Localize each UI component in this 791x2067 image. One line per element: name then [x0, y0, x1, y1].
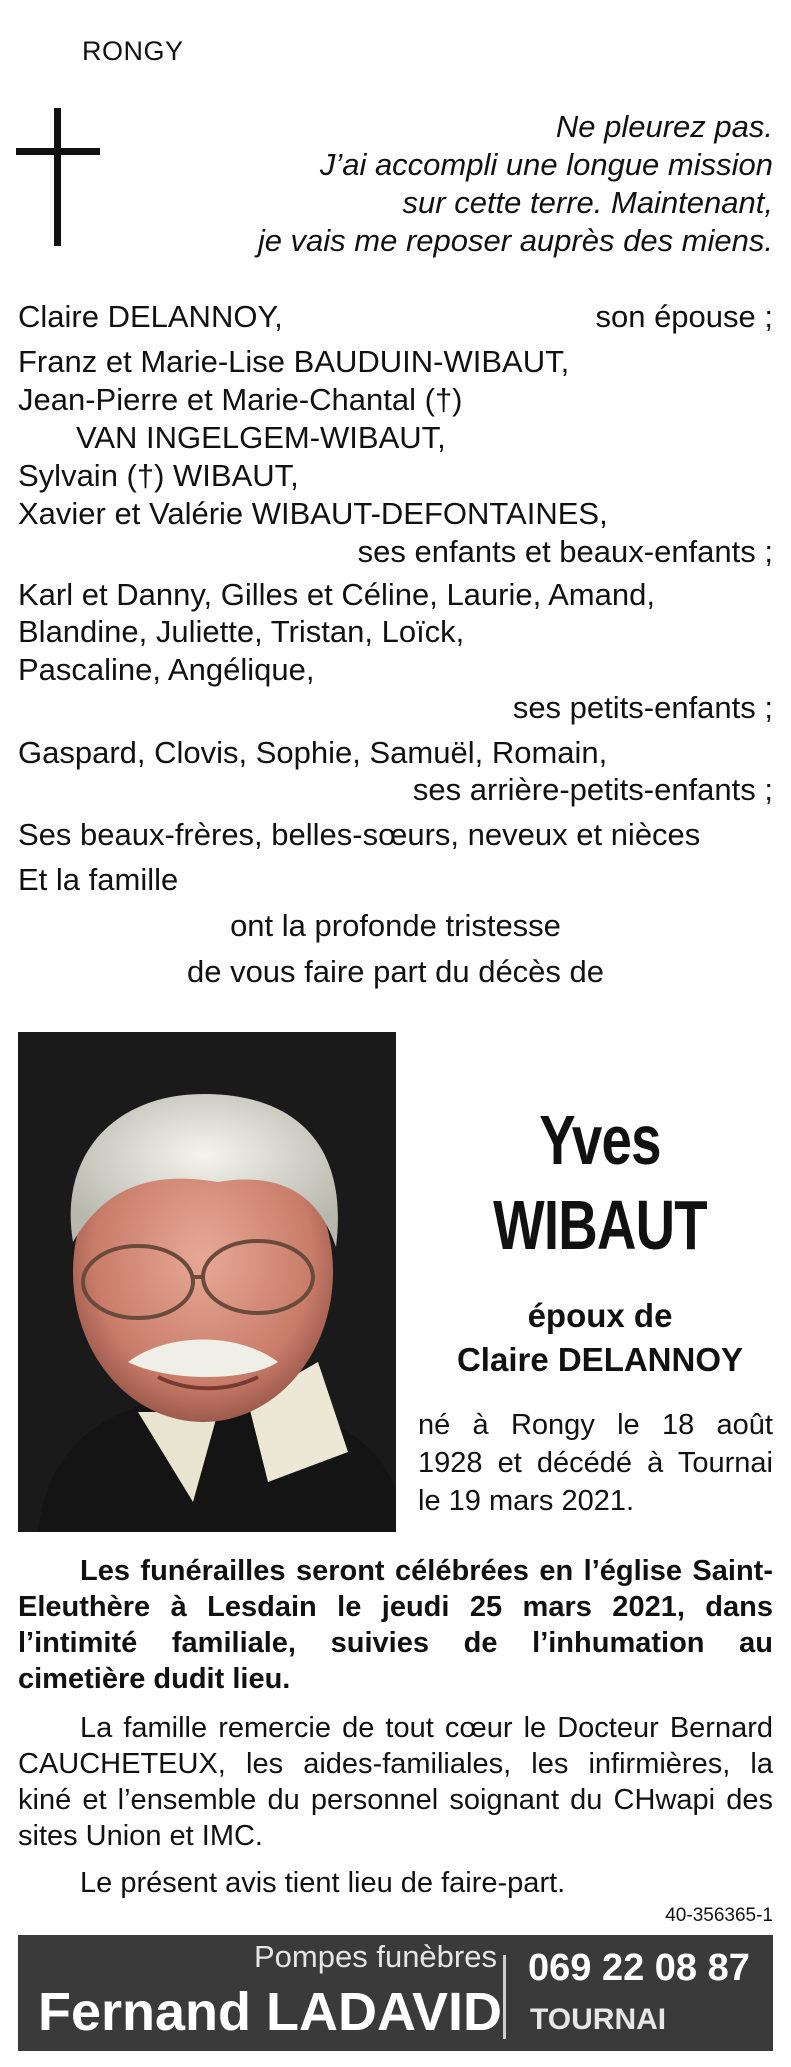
notice-paragraph	[18, 1865, 773, 1901]
quote-line: je vais me reposer auprès des miens.	[257, 223, 773, 258]
deceased-spouse-name: Claire DELANNOY	[456, 1341, 744, 1378]
cross-icon	[54, 108, 61, 246]
quote-line: sur cette terre. Maintenant,	[402, 185, 773, 220]
funeral-text: Les funérailles seront célébrées en l’église Saint-Eleuthère à Lesdain le jeudi 25 mars 2021, dans l’intimité familiale, suivies de l’inhumation au cimetière dudit lieu.	[18, 1555, 773, 1695]
birth-death-text: né à Rongy le 18 août 1928 et décédé à Tournai le 19 mars 2021.	[418, 1409, 773, 1517]
thanks-text: La famille remercie de tout cœur le Docteur Bernard CAUCHETEUX, les aides-familiales, les infirmières, la kiné et l’ensemble du personnel soignant du CHwapi des sites Union et IMC.	[18, 1712, 773, 1852]
children-role: ses enfants et beaux-enfants ;	[357, 534, 773, 569]
quote-line: Ne pleurez pas.	[555, 109, 773, 144]
funeral-home-phone: 069 22 08 87	[528, 1947, 750, 1989]
spouse-name: Claire DELANNOY,	[18, 299, 283, 334]
banner-divider	[503, 1955, 506, 2039]
great-grandchildren: Gaspard, Clovis, Sophie, Samuël, Romain,	[18, 735, 608, 770]
announcement-line: ont la profonde tristesse	[230, 908, 561, 943]
funeral-home-city: TOURNAI	[530, 2003, 667, 2036]
deceased-photo	[18, 1032, 396, 1532]
child-line: Sylvain (†) WIBAUT,	[18, 458, 299, 493]
great-grandchildren-role: ses arrière-petits-enfants ;	[412, 772, 773, 807]
thanks-paragraph	[18, 1710, 773, 1854]
town-heading: RONGY	[82, 36, 184, 66]
child-line: VAN INGELGEM-WIBAUT,	[76, 420, 446, 455]
reference-number: 40-356365-1	[665, 1905, 773, 1926]
funeral-details	[18, 1553, 773, 1697]
family-line: Et la famille	[18, 862, 179, 897]
grandchild-line: Karl et Danny, Gilles et Céline, Laurie, Amand,	[18, 577, 655, 612]
child-line: Franz et Marie-Lise BAUDUIN-WIBAUT,	[18, 344, 570, 379]
quote-line: J’ai accompli une longue mission	[319, 147, 773, 182]
grandchildren-role: ses petits-enfants ;	[512, 690, 773, 725]
notice-text: Le présent avis tient lieu de faire-part.	[80, 1867, 566, 1899]
spouse-label: époux de	[527, 1297, 673, 1334]
spouse-role: son épouse ;	[595, 299, 773, 334]
deceased-first-name: Yves	[539, 1101, 661, 1179]
funeral-home-name: Fernand LADAVID	[38, 1982, 503, 2042]
deceased-last-name: WIBAUT	[493, 1186, 707, 1264]
funeral-home-label: Pompes funèbres	[254, 1939, 497, 1974]
child-line: Jean-Pierre et Marie-Chantal (†)	[18, 382, 463, 417]
cross-icon-bar	[16, 148, 100, 155]
funeral-home-banner	[18, 1935, 773, 2051]
grandchild-line: Blandine, Juliette, Tristan, Loïck,	[18, 614, 465, 649]
portrait-illustration	[18, 1032, 396, 1532]
grandchild-line: Pascaline, Angélique,	[18, 652, 315, 687]
child-line: Xavier et Valérie WIBAUT-DEFONTAINES,	[18, 496, 608, 531]
relatives-line: Ses beaux-frères, belles-sœurs, neveux et nièces	[18, 817, 701, 852]
epitaph-quote	[133, 108, 773, 260]
announcement-line: de vous faire part du décès de	[186, 954, 605, 989]
